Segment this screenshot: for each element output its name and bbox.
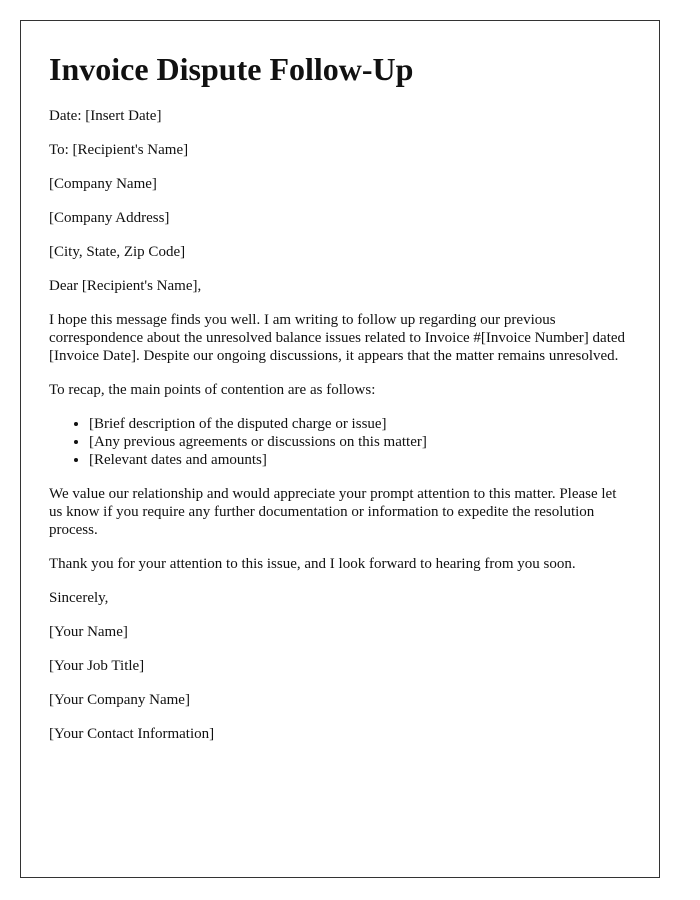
signature-company: [Your Company Name] [49,692,190,708]
signature-contact: [Your Contact Information] [49,726,215,742]
recipient-line: To: [Recipient's Name] [49,142,189,158]
list-item: • [Brief description of the disputed charge or issue] [89,415,631,433]
letter-title: Invoice Dispute Follow-Up [49,51,414,87]
company-name: [Company Name] [49,176,157,192]
city-state-zip: [City, State, Zip Code] [49,244,186,260]
body-paragraph-request: We value our relationship and would appreciate your prompt attention to this matter. Please let us know if you require any further documentation or information to expedite the resolution process. [49,486,617,538]
letter-page [20,20,660,878]
date-line: Date: [Insert Date] [49,108,162,124]
contention-points-list [49,415,631,469]
recap-intro: To recap, the main points of contention are as follows: [49,382,376,398]
list-item: • [Relevant dates and amounts] [89,451,631,469]
body-paragraph-intro: I hope this message finds you well. I am writing to follow up regarding our previous correspondence about the unresolved balance issues related to Invoice #[Invoice Number] dated [Invoice Date]. Despite our ongoing discussions, it appears that the matter remains unresolved. [49,312,626,364]
salutation: Dear [Recipient's Name], [49,278,202,294]
closing: Sincerely, [49,590,109,606]
signature-name: [Your Name] [49,624,128,640]
body-paragraph-thanks: Thank you for your attention to this issue, and I look forward to hearing from you soon. [49,556,576,572]
list-item: • [Any previous agreements or discussions on this matter] [89,433,631,451]
signature-job-title: [Your Job Title] [49,658,145,674]
company-address: [Company Address] [49,210,170,226]
